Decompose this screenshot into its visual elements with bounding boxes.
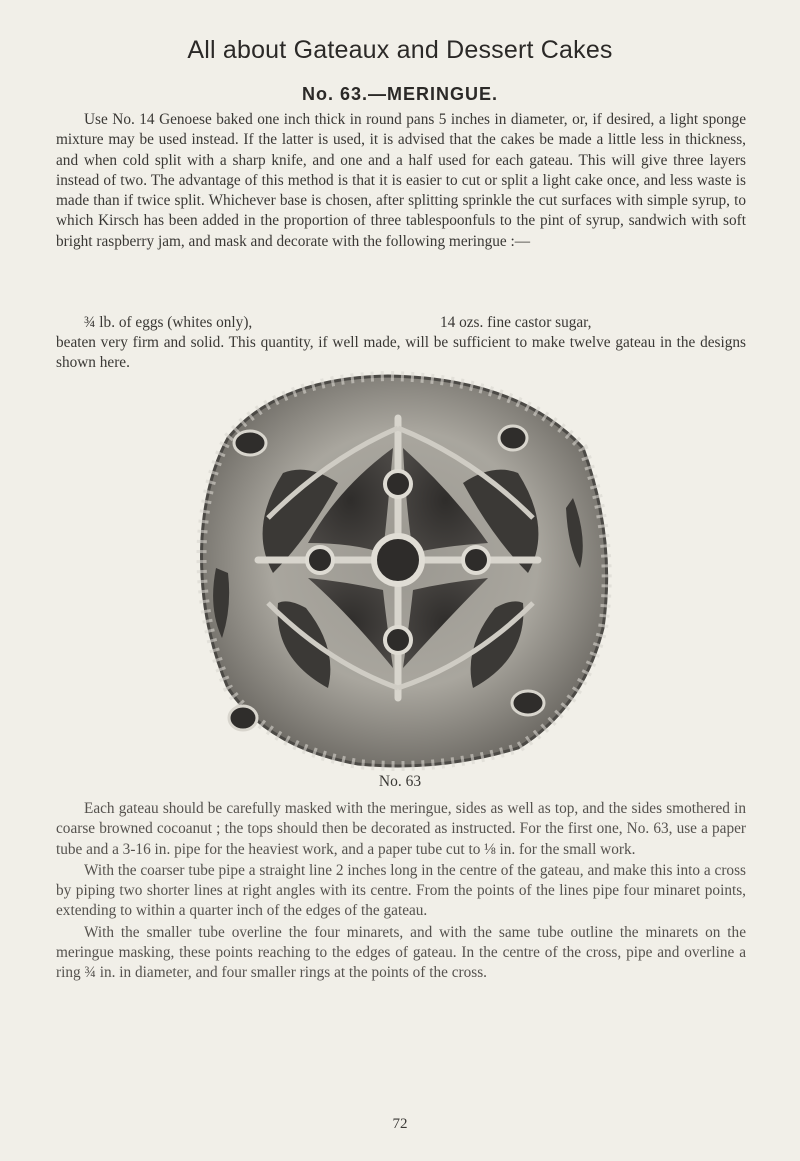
figure-caption: No. 63: [378, 773, 422, 790]
meringue-gateau-image: [188, 368, 616, 772]
ingredient-list: [84, 313, 744, 333]
method-paragraph-3: With the smaller tube overline the four minarets, and with the same tube outline the minarets on the meringue masking, these points reaching to the edges of gateau. In the centre of the cross, pipe and overline a ring ¾ in. in diameter, and four smaller rings at the points of the cross.: [56, 923, 746, 982]
yield-text: beaten very firm and solid. This quantity, if well made, will be sufficient to make twelve gateau in the designs shown here.: [56, 334, 746, 372]
recipe-title: No. 63.—MERINGUE.: [301, 84, 499, 104]
ingredient-castor-sugar: 14 ozs. fine castor sugar,: [440, 314, 592, 331]
gateau-photograph: [188, 368, 616, 772]
ingredient-egg-whites: ¾ lb. of eggs (whites only),: [84, 314, 253, 331]
intro-paragraph: [56, 110, 746, 252]
running-header: All about Gateaux and Dessert Cakes: [187, 36, 613, 64]
intro-text: Use No. 14 Genoese baked one inch thick in round pans 5 inches in diameter, or, if desired, a light sponge mixture may be used instead. If the latter is used, it is advised that the cakes be made a little less in thickness, and when cold split with a sharp knife, and one and a half used for each gateau. This will give three layers instead of two. The advantage of this method is that it is easier to cut or split a light cake once, and less waste is made than if twice split. Whichever base is chosen, after splitting sprinkle the cut surfaces with simple syrup, to which Kirsch has been added in the proportion of three tablespoonfuls to the pint of syrup, sandwich with soft bright raspberry jam, and mask and decorate with the following meringue :—: [56, 111, 746, 250]
method-paragraph-2: With the coarser tube pipe a straight line 2 inches long in the centre of the gateau, and make this into a cross by piping two shorter lines at right angles with its centre. From the points of the lines pipe four minaret points, extending to within a quarter inch of the edges of the gateau.: [56, 861, 746, 920]
method-paragraph-1: Each gateau should be carefully masked with the meringue, sides as well as top, and the sides smothered in coarse browned cocoanut ; the tops should then be decorated as instructed. For the first one, No. 63, use a paper tube and a 3-16 in. pipe for the heaviest work, and a paper tube cut to ⅛ in. for the small work.: [56, 800, 746, 858]
page-number: 72: [392, 1116, 408, 1132]
method-paragraphs: [56, 799, 746, 985]
